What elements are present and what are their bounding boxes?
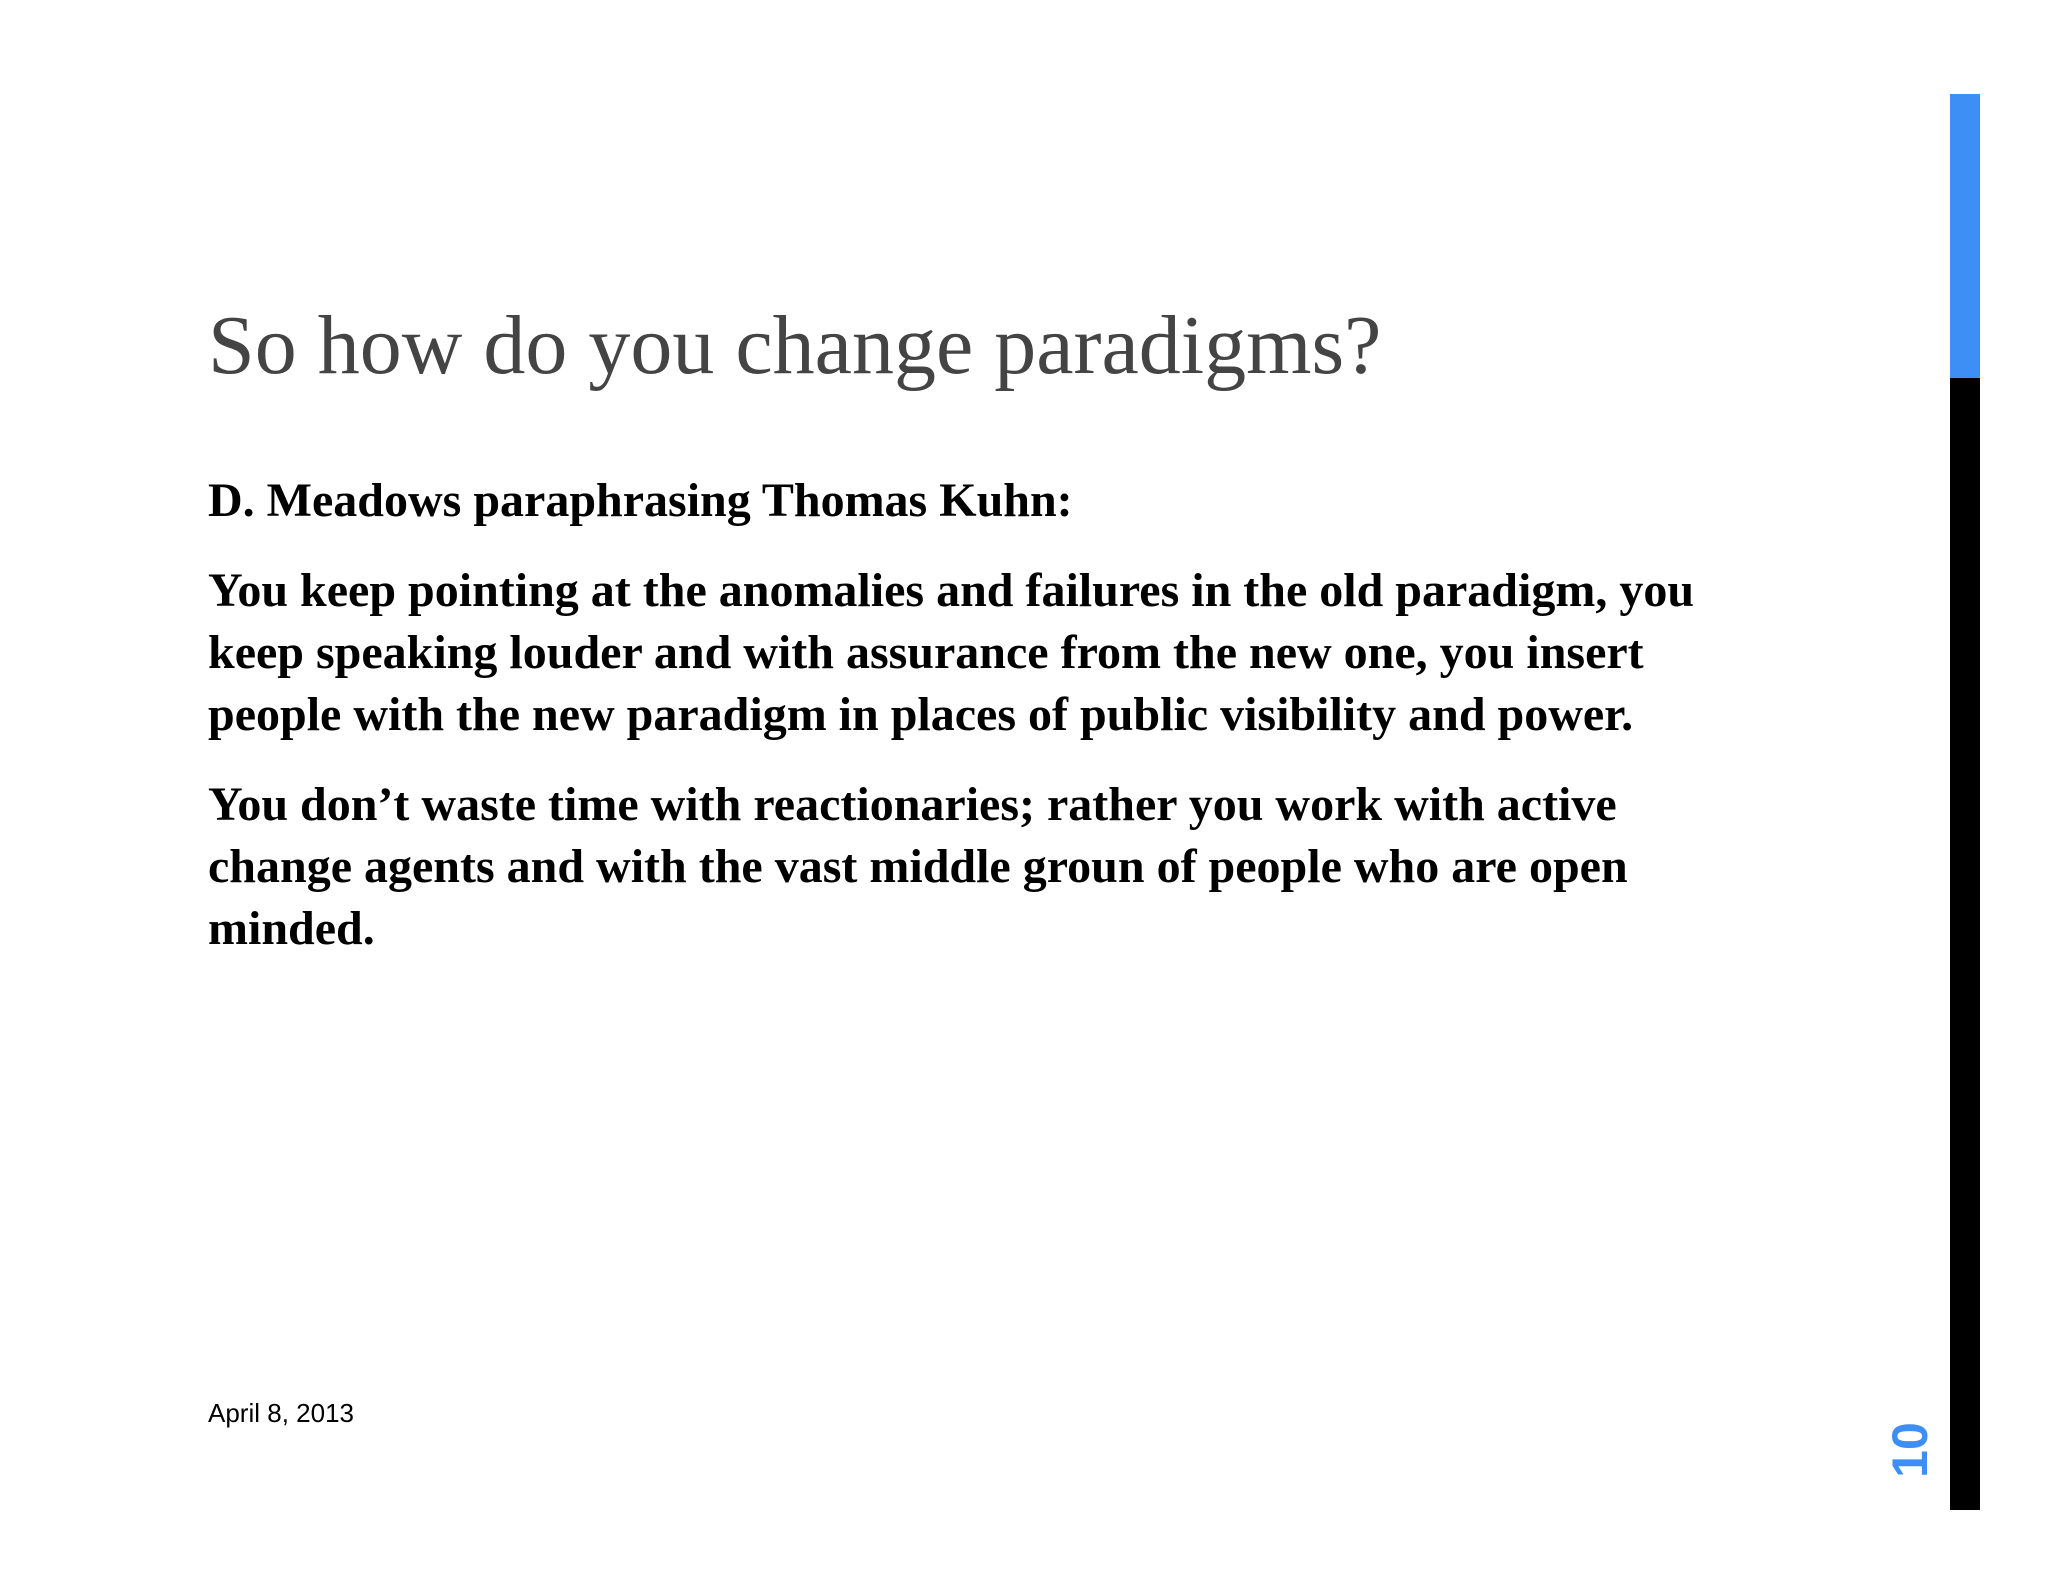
slide-number: 10 <box>1882 1422 1938 1478</box>
side-bar <box>1950 94 1980 1510</box>
body-paragraph-quote-1: You keep pointing at the anomalies and failures in the old paradigm, you keep speaking louder and with assurance from the new one, you insert people with the new paradigm in places of public visibility and power. <box>208 564 1695 741</box>
body-paragraph-quote-2: You don’t waste time with reactionaries; rather you work with active change agents and with the vast middle groun of people who are open minded. <box>208 778 1628 955</box>
body-paragraph-attribution: D. Meadows paraphrasing Thomas Kuhn: <box>208 474 1073 527</box>
side-bar-dark <box>1950 378 1980 1510</box>
side-bar-accent <box>1950 94 1980 378</box>
slide-body <box>208 470 1768 988</box>
footer-date: April 8, 2013 <box>208 1398 354 1428</box>
slide-title: So how do you change paradigms? <box>208 299 1382 392</box>
